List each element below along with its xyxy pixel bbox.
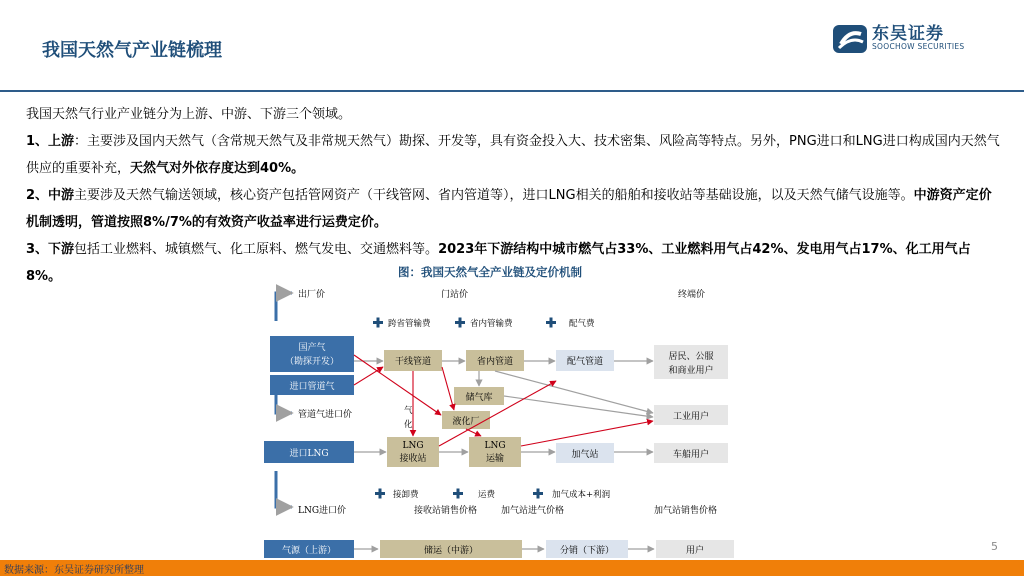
- downstream-bold: 2023年下游结构中城市燃气占33%、工业燃料用气占42%、发电用气占17%、化工用气占8%。: [26, 242, 971, 284]
- node-import-lng-label: 进口LNG: [289, 449, 329, 459]
- node-lng-terminal-1: LNG: [402, 441, 424, 451]
- node-distribution-label: 配气管道: [566, 357, 604, 367]
- fee-unloading: 接卸费: [393, 490, 419, 500]
- node-filling-label: 加气站: [571, 450, 599, 460]
- node-import-pipeline-label: 进口管道气: [289, 382, 335, 392]
- node-residential-sub: 和商业用户: [668, 366, 714, 376]
- node-domestic-label: 国产气: [298, 343, 326, 353]
- node-vehicle-label: 车船用户: [672, 450, 710, 460]
- gasification-label: 气: [404, 406, 413, 416]
- page-title: 我国天然气产业链梳理: [42, 40, 222, 61]
- label-terminal-sales: 接收站销售价格: [414, 506, 478, 516]
- bracket-pipeline-import: [276, 393, 292, 413]
- plus-icon: [373, 318, 383, 328]
- node-industrial-label: 工业用户: [672, 412, 710, 422]
- plus-icon: [453, 489, 463, 499]
- diagram-caption: 图：我国天然气全产业链及定价机制: [398, 265, 582, 279]
- gas-chain-diagram: [256, 281, 756, 559]
- footer-bar: [0, 560, 1024, 576]
- intro-midstream: [26, 182, 1001, 236]
- label-lng-import: LNG进口价: [298, 506, 347, 516]
- node-lng-transport-1: LNG: [484, 441, 506, 451]
- label-ex-factory: 出厂价: [298, 290, 326, 300]
- node-trunk-label: 干线管道: [394, 357, 432, 367]
- label-end-user: 终端价: [678, 290, 706, 300]
- legend-mid-label: 储运（中游）: [423, 546, 479, 556]
- node-residential-label: 居民、公服: [668, 352, 714, 362]
- fee-distribution: 配气费: [569, 319, 595, 329]
- upstream-text: ：主要涉及国内天然气（含常规天然气及非常规天然气）勘探、开发等，具有资金投入大、技术密集、风险高等特点。另外，PNG进口和LNG进口构成国内天然气供应的重要补充，: [26, 134, 1000, 176]
- intro-upstream: [26, 128, 1001, 182]
- logo-name: 东吴证券: [872, 24, 944, 44]
- intro-line: 我国天然气行业产业链分为上游、中游、下游三个领域。: [26, 107, 352, 122]
- fee-station: 加气成本+利润: [552, 490, 611, 500]
- label-station-purchase: 加气站进气价格: [501, 506, 565, 516]
- upstream-bold: 天然气对外依存度达到40%。: [130, 161, 305, 176]
- midstream-text: 主要涉及天然气输送领域，核心资产包括管网资产（干线管网、省内管道等），进口LNG相关的船舶和接收站等基础设施，以及天然气储气设施等。: [74, 188, 914, 203]
- plus-icon: [533, 489, 543, 499]
- node-lng-transport-2: 运输: [485, 454, 505, 464]
- intro-text: [26, 101, 1001, 290]
- node-liquefaction-label: 液化厂: [452, 417, 480, 427]
- node-provincial-label: 省内管道: [476, 357, 514, 367]
- logo-icon: [831, 22, 871, 56]
- legend-down-label: 分销（下游）: [559, 546, 615, 556]
- midstream-bold: 中游资产定价机制透明，管道按照8%/7%的有效资产收益率进行运费定价。: [26, 188, 992, 230]
- downstream-text: 包括工业燃料、城镇燃气、化工原料、燃气发电、交通燃料等。: [74, 242, 439, 257]
- node-storage-label: 储气库: [465, 393, 493, 403]
- bracket-ex-factory: [276, 293, 292, 321]
- plus-icon: [546, 318, 556, 328]
- label-pipeline-import: 管道气进口价: [298, 410, 353, 420]
- bracket-lng-import: [276, 471, 292, 507]
- page-number: 5: [991, 540, 998, 553]
- upstream-label: 1、上游: [26, 134, 75, 149]
- label-city-gate: 门站价: [441, 290, 469, 300]
- legend-source-label: 气源（上游）: [281, 546, 337, 556]
- fee-freight: 运费: [478, 490, 496, 500]
- label-station-sales: 加气站销售价格: [654, 506, 718, 516]
- legend-user-label: 用户: [685, 546, 705, 556]
- node-domestic-sub: （勘探开发）: [284, 357, 340, 367]
- gasification-label: 化: [404, 420, 413, 430]
- midstream-label: 2、中游: [26, 188, 75, 203]
- footer-source: 数据来源：东吴证券研究所整理: [4, 565, 144, 576]
- plus-icon: [455, 318, 465, 328]
- node-lng-terminal-2: 接收站: [399, 454, 427, 464]
- fee-trunk: 跨省管输费: [388, 319, 431, 329]
- downstream-label: 3、下游: [26, 242, 75, 257]
- plus-icon: [375, 489, 385, 499]
- logo-subname: SOOCHOW SECURITIES: [872, 42, 965, 51]
- title-divider: [0, 90, 1024, 92]
- fee-provincial: 省内管输费: [470, 319, 513, 329]
